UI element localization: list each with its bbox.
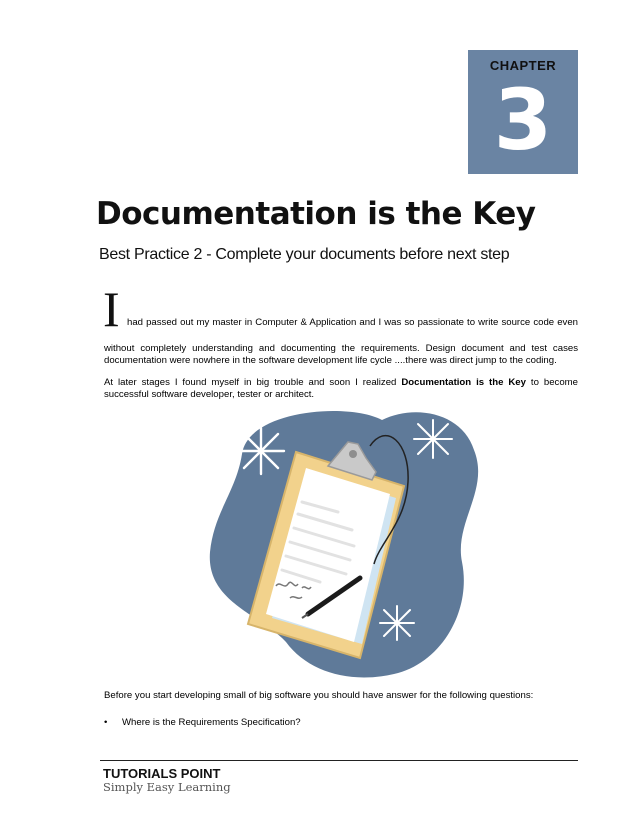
footer-tagline: Simply Easy Learning [103,780,231,794]
paragraph-2 [104,377,578,401]
paragraph-2-bold-phrase: Documentation is the Key [401,377,526,388]
chapter-number: 3 [493,71,553,169]
drop-cap: I [103,281,120,337]
chapter-label: CHAPTER [489,58,557,73]
sparkle-top-left-icon [238,428,284,474]
paragraph-3: Before you start developing small of big software you should have answer for the following questions: [104,690,534,701]
page-subtitle: Best Practice 2 - Complete your documents before next step [99,246,510,263]
bullet-item-1 [104,717,301,729]
bullet-dot: • [104,717,108,728]
sparkle-bottom-right-icon [380,606,414,640]
footer-brand: TUTORIALS POINT [103,766,221,781]
paragraph-2-text-start: At later stages I found myself in big trouble and soon I realized [104,377,402,388]
bullet-text: Where is the Requirements Specification? [122,717,301,728]
paragraph-2-text-end: to become successful software developer, tester or architect. [104,377,579,400]
paragraph-1-first-line: had passed out my master in Computer & Application and I was so passionate to write source code even [127,317,578,328]
clipboard-with-pen-icon [200,402,496,684]
footer-divider [100,760,578,761]
page-title: Documentation is the Key [96,196,536,232]
paragraph-1-continuation: without completely understanding and documenting the requirements. Design document and test cases documentation were nowhere in the software development life cycle ....there was direct jump to the coding. [104,343,578,366]
sparkle-top-right-icon [414,420,452,458]
clipboard-clip-hole [349,450,357,458]
chapter-badge [468,50,578,174]
